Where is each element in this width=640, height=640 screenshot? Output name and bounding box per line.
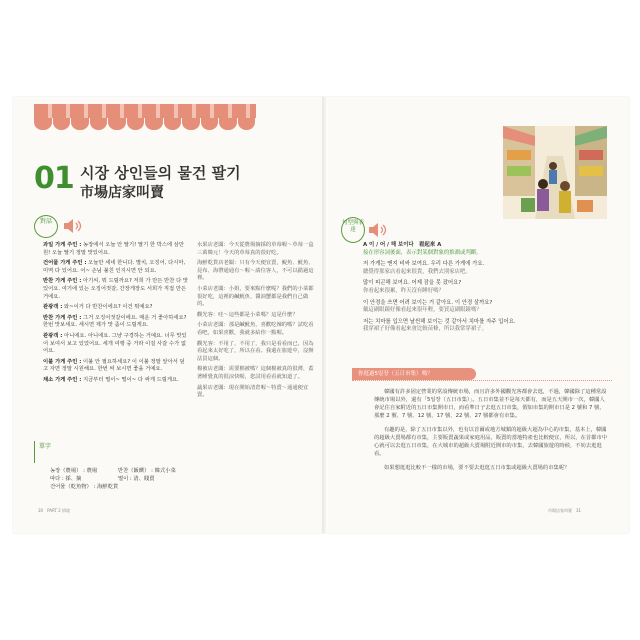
translation-line: 小菜店老闆：小姐，要來點什麼呢？我們的小菜都很好吃，這裡的鹹魷魚、醬油蟹都是我們自己做的。 — [197, 285, 314, 308]
market-illustration — [503, 126, 607, 219]
vocab-item: 따다 : 採、摘 — [50, 476, 82, 482]
dialogue-badge: 對話 — [34, 215, 58, 238]
vocab-item: 건어물（乾魚物） : 海鮮乾貨 — [50, 484, 119, 490]
culture-text — [374, 388, 609, 478]
dialogue-line: 과일 가게 주인 : 농장에서 오늘 안 딸기! 딸기 한 박스에 삼만 원! 오늘 딸기 정말 맛있어요. — [43, 242, 184, 256]
vocab-item: 반찬（飯饌） : 韓式小菜 — [118, 468, 176, 474]
book-spine — [322, 97, 328, 533]
grammar-description: 接在形容詞後面，表示對某個對象的推測或判斷。 — [363, 249, 482, 256]
dialogue-line: 관광객 : 아니에요. 아니에요. 그냥 구경하는 거예요. 너무 맛있어 보여서 보고 있었어요. 세개 여행 중 거라 이걸 사갈 수가 없어요. — [43, 332, 187, 355]
translation-line: 蔬果店老闆：現在開始清倉喔～特賣～通通便宜賣。 — [197, 384, 309, 399]
dialogue-korean — [43, 242, 188, 388]
dialogue-line: 관광객 : 와~이거 다 반찬이에요? 이건 뭐예요? — [43, 304, 153, 311]
page-footer-left: 30 PART 2 情境 — [38, 508, 71, 513]
vocab-item: 농장（農場） : 農場 — [50, 468, 98, 474]
translation-line: 水果店老闆：今天從農場摘採的草莓喔～草莓一盒三萬韓元！今天的草莓真的很好吃。 — [197, 242, 314, 256]
page-footer-right: 市場店家叫賣 31 — [548, 508, 582, 513]
grammar-example: 저는 치마를 입으면 날씬해 보이는 것 같아서 치마를 자주 입어요. 我穿裙子好像看起來會比較苗條，所以我常穿裙子。 — [363, 318, 516, 333]
speaker-icon[interactable] — [367, 222, 389, 238]
grammar-heading: A 이 / 어 / 해 보이다 看起來 A — [363, 242, 442, 248]
dialogue-line: 반찬 가게 주인 : 그거 오징어젓갈이에요. 매운 거 좋아하세요? 한번 맛보세요. 세시면 제가 맛 좀이 드릴게요. — [43, 314, 187, 329]
page-title-korean: 시장 상인들의 물건 팔기 — [80, 164, 241, 182]
culture-paragraph: 有趣的是，除了五日市集以外，也有以首爾或地方城鎮的超級大超為中心的市集，基本上，韓國的超級大賣場都有市集，主要販賣蔬果或家庭用品，販賣的當地特產也比較便宜，所以，在首都市中心就可以去逛五日市集，在大城市的超級大賣場附近開市的市集，去韓國旅遊的時候，不妨去逛逛看。 — [374, 427, 608, 457]
translation-line: 棉被店老闆：需要棉被嗎？這個棉被真的很薄，蓋著睡覺真的很涼快喔，您試用看看就知道了。 — [197, 366, 314, 380]
dialogue-line: 이불 가게 주인 : 이불 안 필요하세요? 이 이불 정말 앞아서 덮고 자면 정말 시원해요. 한번 써 보시면 좋을 거예요. — [43, 358, 185, 373]
translation-line: 海鮮乾貨店老闆：只有今天便宜賣，鯷魚、魷魚、昆布、海帶通通有～喔～請位客人，不可以錯過這裡。 — [197, 260, 314, 282]
page-title-chinese: 市場店家叫賣 — [80, 185, 164, 201]
translation-line: 觀光客：不用了，不用了，我只是看看而已，因為看起來太好吃了，所以在看。我還在旅遊中，沒辦法買這個。 — [197, 340, 314, 362]
dialogue-line: 채소 가게 주인 : 지금부터 떨이~ 떨이~ 다 싸게 드릴게요. — [43, 376, 179, 383]
grammar-example: 저 가게는 맨지 비싸 보여요. 우리 다른 가게에 가요. 總覺得那家店看起來很貴，我們去別家店吧。 — [363, 261, 485, 275]
vocab-badge: 單字 — [34, 441, 55, 463]
dialogue-translation — [197, 242, 315, 403]
grammar-badge: 句型與表達 — [341, 217, 365, 243]
speaker-icon[interactable] — [62, 218, 84, 234]
translation-line: 小菜店老闆：那是鹹魷魚，喜歡吃辣的嗎？試吃看看吧，如果喜歡，我就多給你一點喔。 — [197, 322, 314, 336]
vocab-item: 떨이 : 清、賤賣 — [118, 476, 155, 482]
culture-divider — [352, 380, 612, 382]
grammar-example: 많이 피곤해 보여요. 어제 잠을 못 잤어요? 你看起來很累，昨天沒有睡好嗎？ — [363, 280, 462, 294]
culture-paragraph: 如果想逛逛比較不一樣的市場，要不要去逛逛五日市集或超級大賣場的市集呢？ — [384, 465, 570, 471]
translation-line: 觀光客：哇～這些都是小菜嗎？這是什麼？ — [197, 311, 298, 318]
awning-illustration — [34, 104, 256, 132]
dialogue-line: 건어물 가게 주인 : 오늘만 세네 한니다. 멸치, 오징어, 다시마, 미역 다 있어요. 어~ 손님 불친 인지시면 안 되요. — [43, 260, 186, 274]
culture-tag: 你逛過5일장（五日市集）嗎？ — [352, 368, 476, 380]
chapter-number: 01 — [34, 161, 74, 196]
grammar-example: 이 안경을 쓰면 어려 보이는 거 같아요. 이 안경 살까요? 戴這副眼鏡好像看起來很年輕，要買這副眼鏡嗎？ — [363, 299, 493, 314]
grammar-section — [363, 242, 618, 334]
dialogue-line: 반찬 가게 주인 : 아기씨, 뭐 드릴까요? 저희 가 만든 반찬 다 맛있어요. 여기에 있는 오징어젓갈, 간장게장도 서희가 직접 만든 거에요. — [43, 278, 188, 300]
culture-paragraph: 韓國有許多固定營業的常設傳統市場，而且許多外國觀光客都會去逛，不過，韓國除了這種常設傳統市場以外，還有「5일장（五日市集）」。五日市集並不是每天都有，而是五天開市一次，韓國人會記住自家附近的五日市集開市日，而看準日子去逛五日市集，假如市集的開市日是 2 號和 7 號，那麼 2 號、7 號、12 號、17 號、22 號、27 號都會有市集。 — [374, 389, 607, 419]
